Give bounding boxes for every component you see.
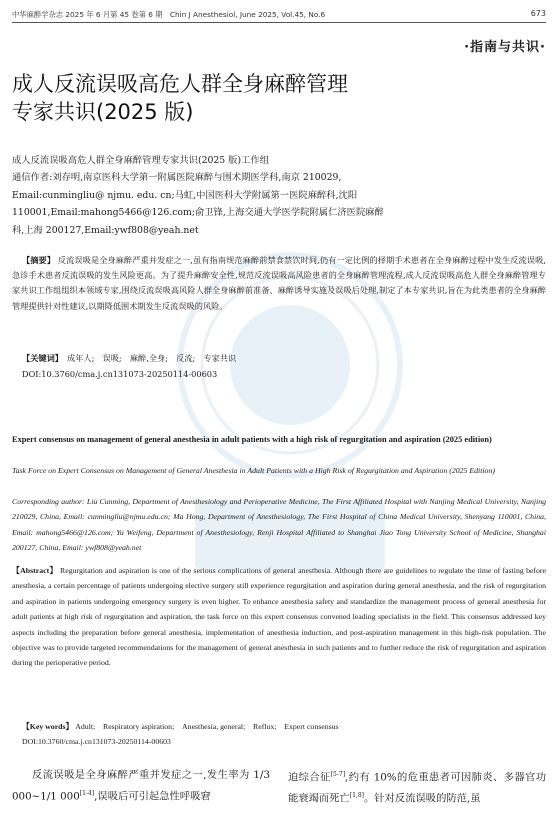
body-right-text-c: 。针对反流误吸的防范,虽 bbox=[364, 792, 481, 805]
doi-cn: DOI:10.3760/cma.j.cn131073-20250114-00603 bbox=[22, 368, 218, 379]
title-line-2: 专家共识(2025 版) bbox=[12, 100, 194, 124]
title-line-1: 成人反流误吸高危人群全身麻醉管理 bbox=[12, 72, 348, 96]
citation-ref: [5-7] bbox=[330, 771, 346, 778]
doi-en: DOI:10.3760/cma.j.cn131073-20250114-00603 bbox=[22, 737, 171, 747]
body-column-left bbox=[12, 766, 270, 806]
citation-ref: [1-4] bbox=[79, 789, 95, 797]
english-title: Expert consensus on management of general anesthesia in adult patients with a high risk of regurgitation and aspiration (2025 edition) bbox=[12, 435, 492, 444]
english-task-force: Task Force on Expert Consensus on Management of General Anesthesia in Adult Patients with a High Risk of Regurgitation and Aspiration (2025 Edition) bbox=[12, 466, 495, 475]
abstract-en-label: 【Abstract】 bbox=[12, 566, 58, 575]
section-label: ·指南与共识· bbox=[464, 40, 546, 55]
authors-cn: 成人反流误吸高危人群全身麻醉管理专家共识(2025 版)工作组 通信作者:刘存明,南京医科大学第一附属医院麻醉与围术期医学科,南京 210029, Email:cunmingliu@ njmu. edu. cn;马虹,中国医科大学附属第一医院麻醉科,沈阳 110001,Email:mahong5466@126.com;俞卫锋,上海交通大学医学院附属仁济医院麻醉 科,上海 200127,Email:ywf808@yeah.net bbox=[12, 155, 384, 236]
keywords-en-label: 【Key words】 bbox=[22, 722, 74, 731]
body-left-text-a: 反流误吸是全身麻醉严重并发症之一,发生率为 1/3 000~1/1 000 bbox=[12, 769, 270, 803]
abstract-cn-label: 【摘要】 bbox=[22, 255, 56, 265]
english-corresponding: Corresponding author: Liu Cunming, Department of Anesthesiology and Perioperative Medicine, The First Affiliated Hospital with Nanjing Medical University, Nanjing 210029, China, Email: cunmingliu@njmu.edu.cn; Ma Hong, Department of Anesthesiology, The First Hospital of China Medical University, Shenyang 110001, China, Email: mahong5466@126.com; Yu Weifeng, Department of Anesthesiology, Renji Hospital Affiliated to Shanghai Jiao Tong University School of Medicine, Shanghai 200127, China, Email: ywf808@yeah.net bbox=[12, 496, 546, 553]
citation-ref: [1,8] bbox=[349, 792, 365, 800]
body-left-text-b: ,误吸后可引起急性呼吸窘 bbox=[94, 790, 211, 803]
abstract-en bbox=[12, 563, 546, 671]
keywords-en bbox=[22, 719, 546, 750]
page-number: 673 bbox=[530, 9, 546, 18]
running-header bbox=[12, 8, 546, 23]
abstract-cn bbox=[12, 253, 546, 314]
article-title bbox=[12, 70, 452, 126]
abstract-en-text: Regurgitation and aspiration is one of the serious complications of general anesthesia. Although there are guidelines to regulate the time of fasting before anesthesia, a certain percentage of patients undergoing elective surgery still experience regurgitation and aspiration during general anesthesia, and the risk of regurgitation and aspiration in patients undergoing emergency surgery is even higher. To enhance anesthesia safety and standardize the management process of general anesthesia for adult patients at high risk of regurgitation and aspiration, the task force on this expert consensus convened leading specialists in the field. This consensus addressed key aspects including the preparation before general anesthesia, implementation of anesthesia induction, and post-aspiration management in this high-risk population. The objective was to provide targeted recommendations for the management of general anesthesia in such patients and to further reduce the risk of regurgitation and aspiration during the perioperative period. bbox=[12, 566, 546, 668]
journal-citation: 中华麻醉学杂志 2025 年 6 月第 45 卷第 6 期 Chin J Anesthesiol, June 2025, Vol.45, No.6 bbox=[12, 10, 326, 19]
keywords-en-text: Adult; Respiratory aspiration; Anesthesia, general; Reflux; Expert consensus bbox=[73, 722, 339, 731]
keywords-cn bbox=[22, 351, 546, 382]
keywords-cn-text: 成年人; 误吸; 麻醉,全身; 反流; 专家共识 bbox=[58, 353, 237, 363]
keywords-cn-label: 【关键词】 bbox=[22, 353, 59, 363]
abstract-cn-text: 反流误吸是全身麻醉严重并发症之一,虽有指南规范麻醉前禁食禁饮时间,仍有一定比例的择期手术患者在全身麻醉过程中发生反流误吸,急诊手术患者反流误吸的发生风险更高。为了提升麻醉安全性,规范反流误吸高风险患者的全身麻醉管理流程,成人反流误吸高危人群全身麻醉管理专家共识工作组组织本领域专家,围绕反流误吸高风险人群全身麻醉前准备、麻醉诱导实施及误吸后处理,制定了本专家共识,旨在为此类患者的全身麻醉管理提供针对性建议,以期降低围术期发生反流误吸的风险。 bbox=[12, 255, 546, 311]
body-right-text-b: ,约有 10%的危重患者可因肺炎、多器官功能衰竭而死亡 bbox=[288, 771, 547, 805]
body-right-text-a: 迫综合征 bbox=[288, 771, 331, 784]
body-column-right bbox=[288, 766, 546, 808]
